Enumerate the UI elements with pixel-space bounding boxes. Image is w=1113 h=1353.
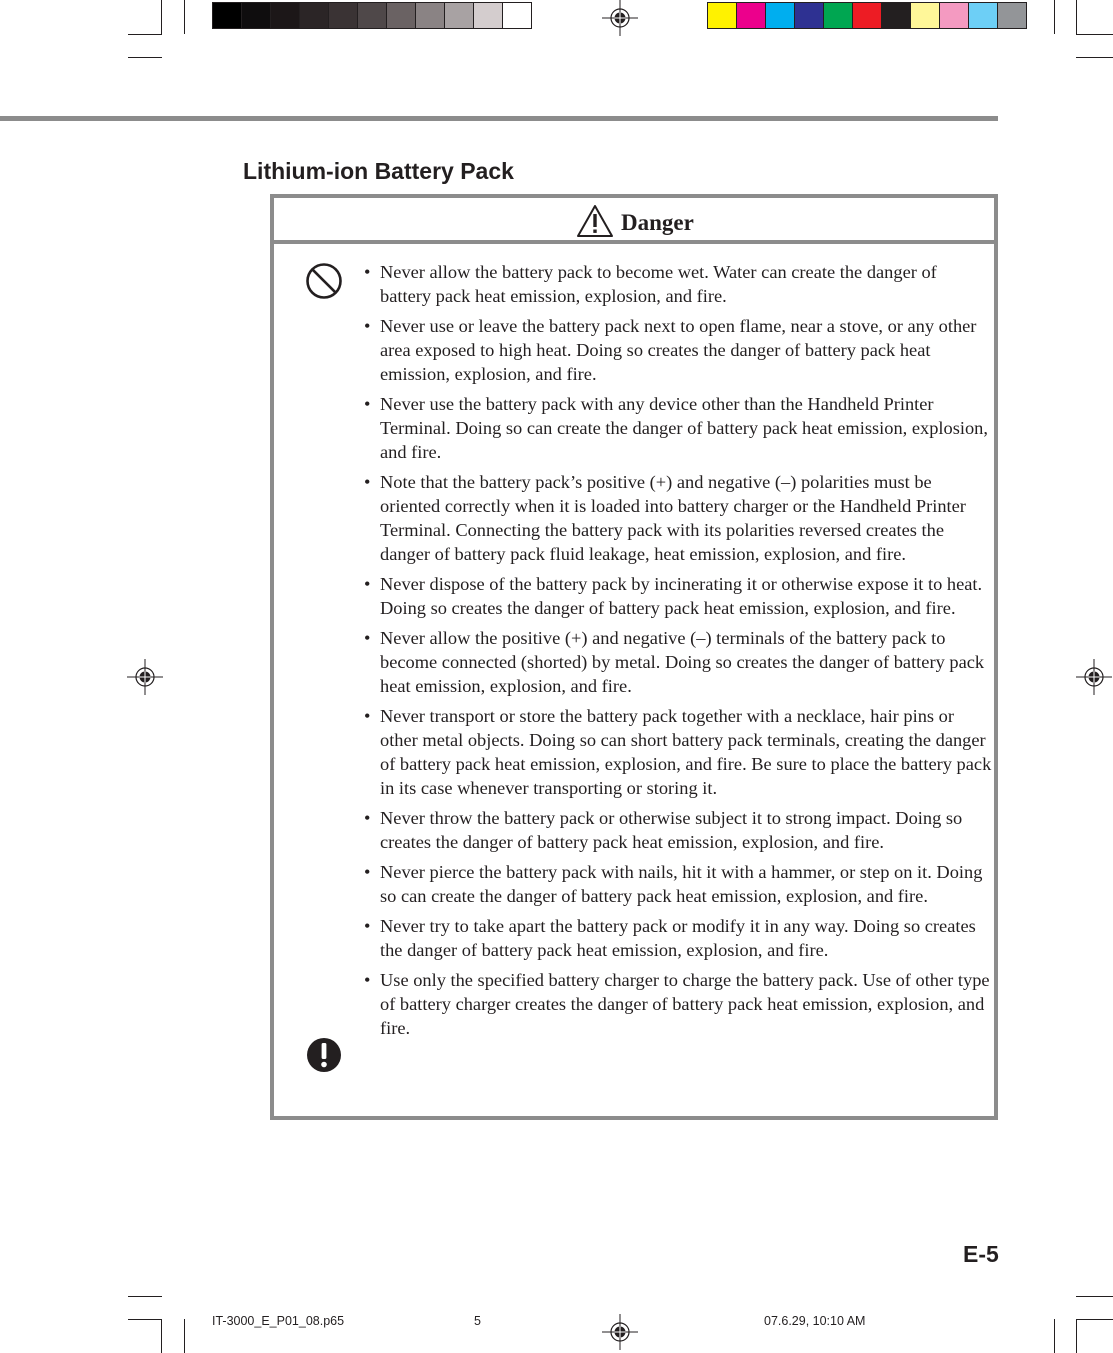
color-swatch [299,2,329,29]
color-swatch [357,2,387,29]
list-item: • Use only the specified battery charger to charge the battery pack. Use of other type of battery charger creates the danger of battery pack heat emission, explosion, and fire. [362,968,992,1040]
color-swatch [968,2,998,29]
section-title: Lithium-ion Battery Pack [243,158,514,184]
page-number: E-5 [963,1241,999,1267]
slug-page: 5 [474,1314,481,1328]
crop-mark [1076,34,1113,35]
registration-mark-icon [1076,659,1112,695]
list-item: • Never dispose of the battery pack by incinerating it or otherwise expose it to heat. Doing so creates the danger of battery pack heat emission, explosion, and fire. [362,572,992,620]
danger-list [362,260,992,1046]
crop-mark [161,0,162,34]
list-item: • Note that the battery pack’s positive (+) and negative (–) polarities must be oriented correctly when it is loaded into battery charger or the Handheld Printer Terminal. Connecting the battery pack with its polarities reversed creates the danger of battery pack fluid leakage, heat emission, explosion, and fire. [362,470,992,566]
list-item: • Never try to take apart the battery pack or modify it in any way. Doing so creates the danger of battery pack heat emission, explosion, and fire. [362,914,992,962]
color-swatch [386,2,416,29]
crop-mark [1054,1319,1055,1353]
exclamation-mandatory-icon [305,1036,343,1074]
crop-mark [184,1319,185,1353]
list-item: • Never use or leave the battery pack next to open flame, near a stove, or any other area exposed to high heat. Doing so creates the danger of battery pack heat emission, explosion, and fire. [362,314,992,386]
color-swatch [794,2,824,29]
color-swatch [910,2,940,29]
crop-mark [128,34,162,35]
crop-mark [161,1319,162,1353]
crop-mark [1076,57,1113,58]
registration-mark-icon [602,1314,638,1350]
color-swatch [270,2,300,29]
crop-mark [1076,1319,1077,1353]
list-item: • Never allow the battery pack to become wet. Water can create the danger of battery pack heat emission, explosion, and fire. [362,260,992,308]
slug-filename: IT-3000_E_P01_08.p65 [212,1314,345,1328]
color-swatch [444,2,474,29]
registration-mark-icon [602,0,638,36]
crop-mark [184,0,185,34]
crop-mark [128,57,162,58]
prohibition-circle-icon [305,262,343,300]
slug-timestamp: 07.6.29, 10:10 AM [764,1314,866,1328]
crop-mark [1076,1319,1113,1320]
danger-box [270,194,998,1120]
color-swatch [823,2,853,29]
warning-triangle-icon [576,204,614,238]
color-swatch [765,2,795,29]
crop-mark [1076,1296,1113,1297]
danger-header [274,198,994,244]
crop-mark [1054,0,1055,34]
color-swatch [502,2,532,29]
list-item: • Never allow the positive (+) and negative (–) terminals of the battery pack to become connected (shorted) by metal. Doing so creates the danger of battery pack heat emission, explosion, and fire. [362,626,992,698]
list-item: • Never transport or store the battery pack together with a necklace, hair pins or other metal objects. Doing so can short battery pack terminals, creating the danger of battery pack heat emission, explosion, and fire. Be sure to place the battery pack in its case whenever transporting or storing it. [362,704,992,800]
color-swatch [241,2,271,29]
list-item: • Never throw the battery pack or otherwise subject it to strong impact. Doing so creates the danger of battery pack heat emission, explosion, and fire. [362,806,992,854]
color-swatch [881,2,911,29]
danger-heading: Danger [621,210,694,235]
header-rule [0,116,998,121]
color-swatch [939,2,969,29]
color-swatch [707,2,737,29]
crop-mark [128,1319,162,1320]
color-swatch [736,2,766,29]
color-swatch [852,2,882,29]
color-swatch [415,2,445,29]
crop-mark [128,1296,162,1297]
color-swatch [212,2,242,29]
list-item: • Never use the battery pack with any device other than the Handheld Printer Terminal. Doing so can create the danger of battery pack heat emission, explosion, and fire. [362,392,992,464]
color-swatch [997,2,1027,29]
color-swatch [473,2,503,29]
crop-mark [1076,0,1077,34]
color-swatch [328,2,358,29]
list-item: • Never pierce the battery pack with nails, hit it with a hammer, or step on it. Doing so can create the danger of battery pack heat emission, explosion, and fire. [362,860,992,908]
registration-mark-icon [127,659,163,695]
